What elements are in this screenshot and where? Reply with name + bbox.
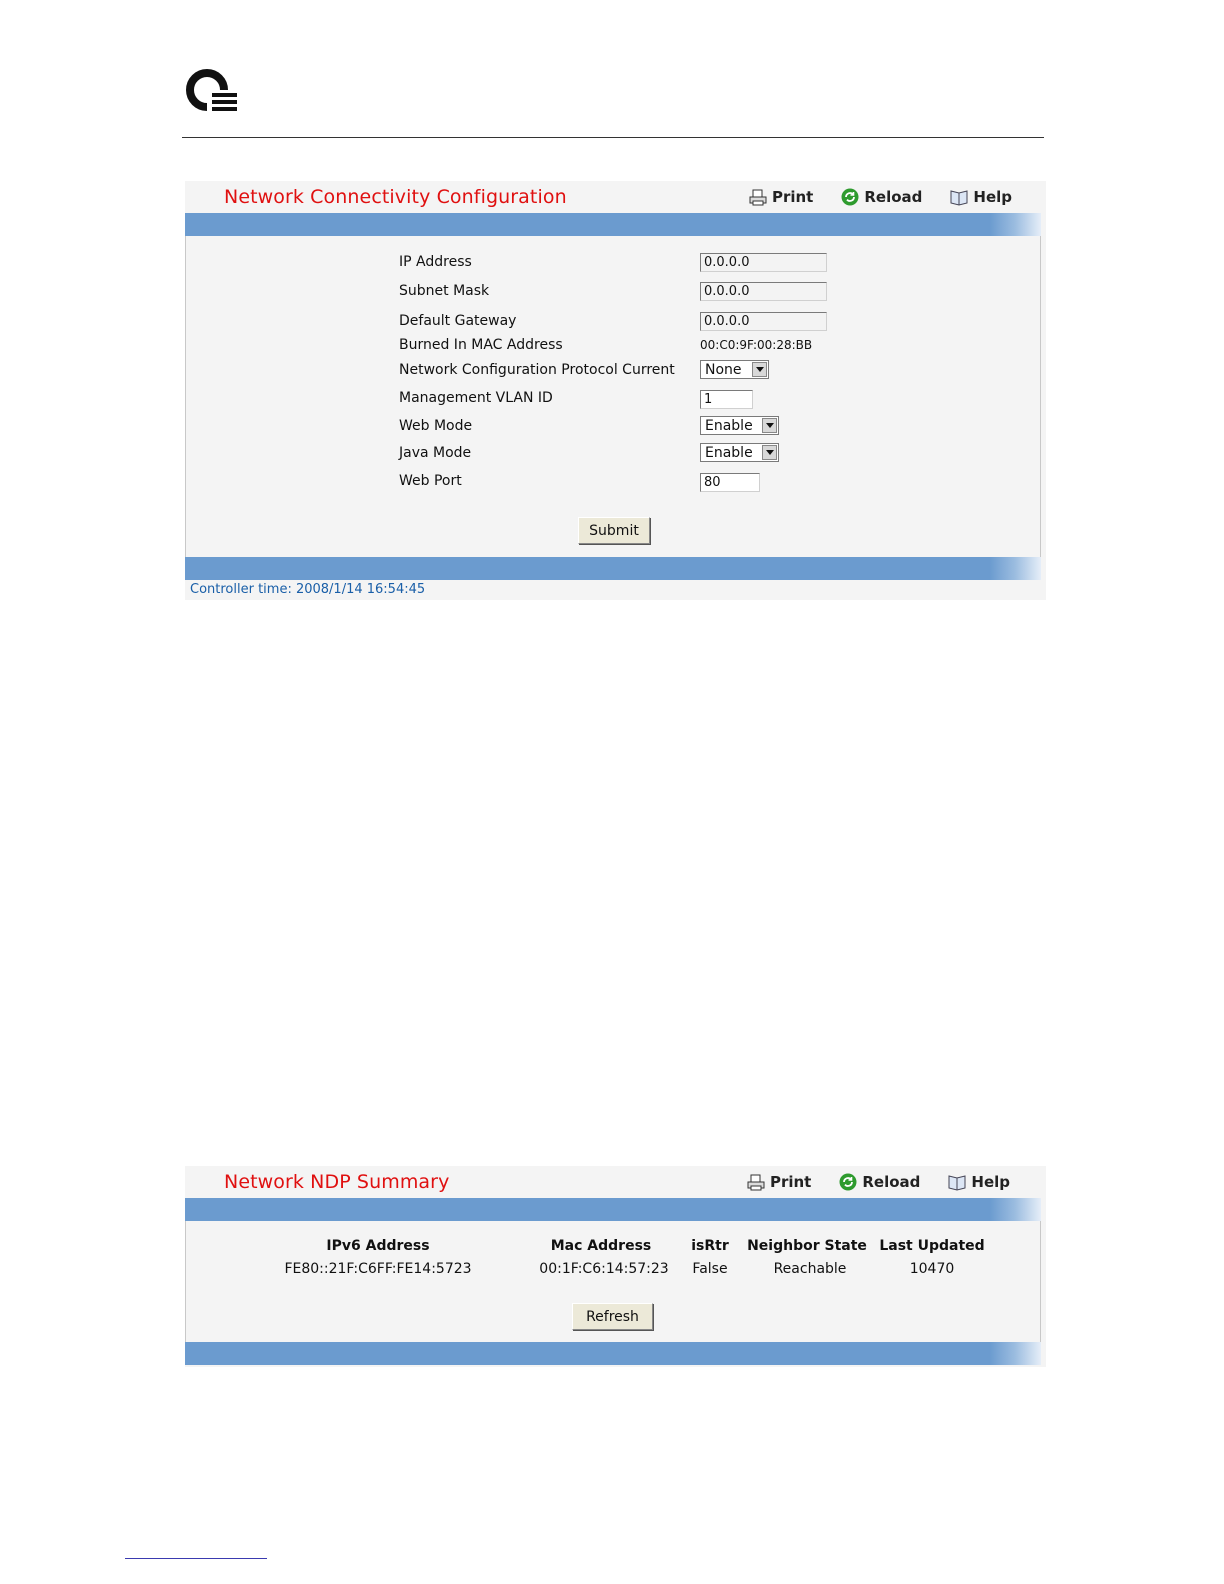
toolbar <box>749 188 1012 206</box>
java-mode-label: Java Mode <box>399 445 472 461</box>
default-gateway-label: Default Gateway <box>399 313 517 329</box>
cell-isrtr: False <box>692 1261 728 1277</box>
web-port-input[interactable] <box>700 473 760 492</box>
help-book-icon <box>950 189 968 206</box>
help-label: Help <box>973 188 1012 206</box>
dropdown-arrow-icon[interactable] <box>762 418 777 433</box>
controller-time: Controller time: 2008/1/14 16:54:45 <box>190 582 426 597</box>
footer-rule <box>125 1558 267 1559</box>
column-header-last-updated: Last Updated <box>879 1238 985 1254</box>
header-bar <box>185 1198 1041 1221</box>
column-header-ipv6: IPv6 Address <box>326 1238 430 1254</box>
printer-icon <box>749 189 767 206</box>
mac-address-value: 00:C0:9F:00:28:BB <box>700 338 813 352</box>
print-label: Print <box>771 188 814 206</box>
dropdown-arrow-icon[interactable] <box>752 362 767 377</box>
web-mode-selected: Enable <box>705 417 753 434</box>
ip-address-input[interactable] <box>700 253 827 272</box>
print-button[interactable] <box>749 188 813 206</box>
reload-button[interactable] <box>841 188 922 206</box>
column-header-neighbor-state: Neighbor State <box>747 1238 867 1254</box>
protocol-selected: None <box>705 361 742 378</box>
reload-button[interactable] <box>839 1173 920 1191</box>
help-book-icon <box>948 1174 966 1191</box>
help-button[interactable] <box>950 188 1012 206</box>
form-frame <box>185 236 1041 557</box>
ip-address-label: IP Address <box>399 254 472 270</box>
connectivity-panel <box>185 181 1046 600</box>
protocol-label: Network Configuration Protocol Current <box>399 362 675 378</box>
printer-icon <box>747 1174 765 1191</box>
dropdown-arrow-icon[interactable] <box>762 445 777 460</box>
header-bar <box>185 213 1041 236</box>
reload-icon <box>839 1173 857 1191</box>
submit-button[interactable]: Submit <box>578 517 650 544</box>
web-mode-label: Web Mode <box>399 418 473 434</box>
ndp-panel <box>185 1166 1046 1367</box>
print-label: Print <box>769 1173 812 1191</box>
web-port-label: Web Port <box>399 473 462 489</box>
vlan-id-input[interactable] <box>700 390 753 409</box>
subnet-mask-input[interactable] <box>700 282 827 301</box>
footer-bar <box>185 557 1041 580</box>
reload-label: Reload <box>864 188 923 206</box>
help-label: Help <box>971 1173 1010 1191</box>
protocol-select[interactable] <box>700 360 769 379</box>
print-button[interactable] <box>747 1173 811 1191</box>
reload-icon <box>841 188 859 206</box>
cell-last-updated: 10470 <box>909 1261 955 1277</box>
subnet-mask-label: Subnet Mask <box>399 283 490 299</box>
footer-bar <box>185 1342 1041 1365</box>
java-mode-select[interactable] <box>700 443 779 462</box>
java-mode-selected: Enable <box>705 444 753 461</box>
mac-address-label: Burned In MAC Address <box>399 337 563 353</box>
page-title: Network Connectivity Configuration <box>224 186 567 208</box>
default-gateway-input[interactable] <box>700 312 827 331</box>
ndp-toolbar <box>747 1173 1010 1191</box>
header-divider <box>182 137 1044 138</box>
cell-ipv6: FE80::21F:C6FF:FE14:5723 <box>284 1261 472 1277</box>
logo-icon <box>186 66 238 114</box>
vlan-id-label: Management VLAN ID <box>399 390 553 406</box>
cell-neighbor-state: Reachable <box>773 1261 847 1277</box>
column-header-mac: Mac Address <box>550 1238 652 1254</box>
web-mode-select[interactable] <box>700 416 779 435</box>
help-button[interactable] <box>948 1173 1010 1191</box>
cell-mac: 00:1F:C6:14:57:23 <box>539 1261 669 1277</box>
ndp-title: Network NDP Summary <box>224 1171 450 1193</box>
column-header-isrtr: isRtr <box>691 1238 729 1254</box>
reload-label: Reload <box>862 1173 921 1191</box>
ndp-table-frame <box>185 1221 1041 1342</box>
refresh-button[interactable]: Refresh <box>572 1303 653 1330</box>
